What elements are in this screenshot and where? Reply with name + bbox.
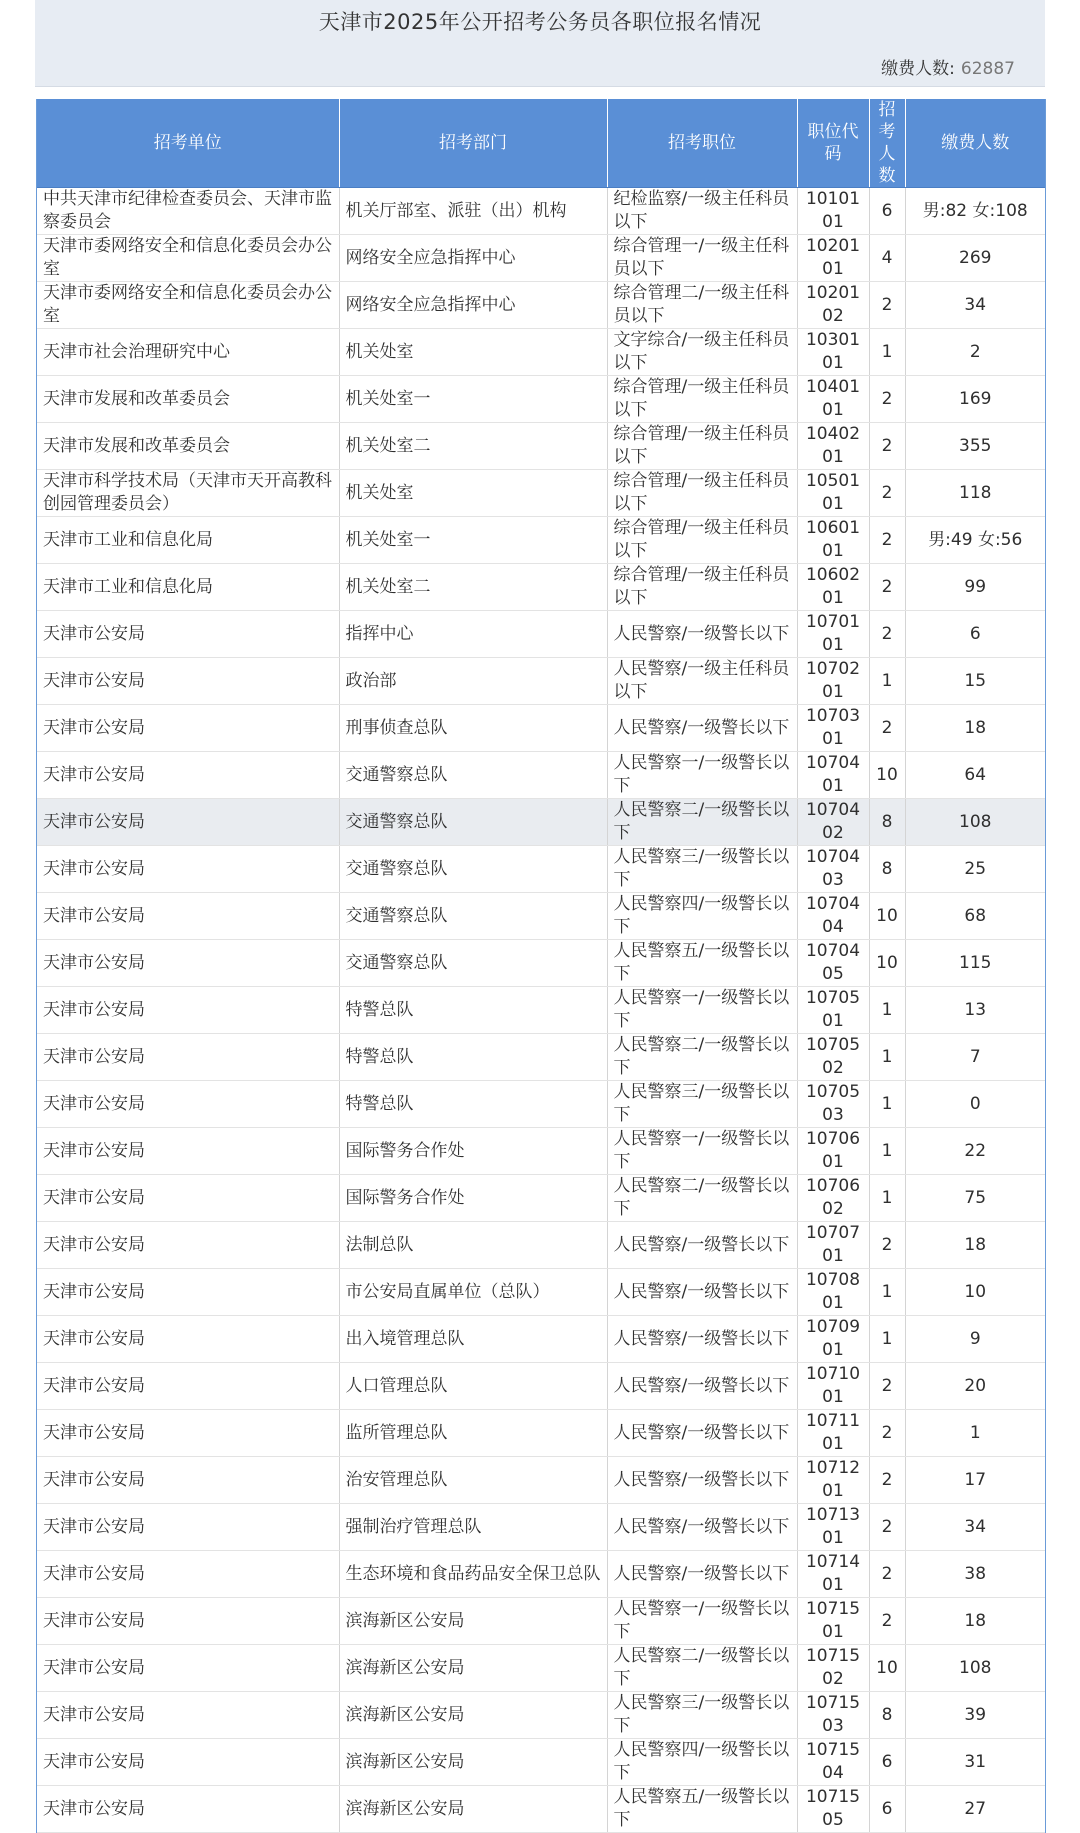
cell-unit: 天津市委网络安全和信息化委员会办公室 <box>37 235 339 282</box>
table-row <box>37 470 1045 517</box>
cell-fee: 15 <box>905 658 1045 705</box>
fee-summary-label: 缴费人数: <box>881 59 955 79</box>
cell-fee: 22 <box>905 1128 1045 1175</box>
cell-quota: 1 <box>869 1175 905 1222</box>
cell-position: 纪检监察/一级主任科员以下 <box>607 188 797 235</box>
cell-code: 1020102 <box>797 282 869 329</box>
table-row <box>37 1551 1045 1598</box>
cell-quota: 1 <box>869 1034 905 1081</box>
cell-code: 1070402 <box>797 799 869 846</box>
cell-unit: 天津市科学技术局（天津市天开高教科创园管理委员会） <box>37 470 339 517</box>
cell-unit: 天津市公安局 <box>37 1786 339 1833</box>
cell-code: 1071401 <box>797 1551 869 1598</box>
cell-fee: 31 <box>905 1739 1045 1786</box>
cell-code: 1071502 <box>797 1645 869 1692</box>
cell-dept: 网络安全应急指挥中心 <box>339 235 607 282</box>
cell-position: 人民警察/一级警长以下 <box>607 1316 797 1363</box>
table-row <box>37 517 1045 564</box>
cell-fee: 108 <box>905 1645 1045 1692</box>
cell-position: 人民警察二/一级警长以下 <box>607 1175 797 1222</box>
cell-quota: 10 <box>869 1645 905 1692</box>
table-row <box>37 705 1045 752</box>
cell-unit: 天津市公安局 <box>37 611 339 658</box>
cell-quota: 2 <box>869 564 905 611</box>
cell-unit: 天津市社会治理研究中心 <box>37 329 339 376</box>
cell-position: 综合管理/一级主任科员以下 <box>607 423 797 470</box>
cell-quota: 2 <box>869 611 905 658</box>
cell-position: 人民警察三/一级警长以下 <box>607 846 797 893</box>
page-title: 天津市2025年公开招考公务员各职位报名情况 <box>318 10 762 34</box>
cell-position: 人民警察/一级警长以下 <box>607 1457 797 1504</box>
cell-quota: 2 <box>869 1598 905 1645</box>
cell-dept: 法制总队 <box>339 1222 607 1269</box>
cell-fee: 25 <box>905 846 1045 893</box>
cell-fee: 39 <box>905 1692 1045 1739</box>
cell-dept: 滨海新区公安局 <box>339 1645 607 1692</box>
cell-quota: 2 <box>869 517 905 564</box>
cell-position: 人民警察/一级警长以下 <box>607 1504 797 1551</box>
cell-position: 人民警察/一级警长以下 <box>607 1551 797 1598</box>
cell-dept: 指挥中心 <box>339 611 607 658</box>
table-row <box>37 940 1045 987</box>
cell-unit: 天津市公安局 <box>37 1598 339 1645</box>
cell-unit: 天津市公安局 <box>37 1034 339 1081</box>
cell-dept: 机关处室一 <box>339 517 607 564</box>
cell-fee: 34 <box>905 282 1045 329</box>
cell-fee: 75 <box>905 1175 1045 1222</box>
table-body <box>37 188 1045 1833</box>
table-row <box>37 1739 1045 1786</box>
cell-fee: 13 <box>905 987 1045 1034</box>
cell-dept: 治安管理总队 <box>339 1457 607 1504</box>
cell-dept: 机关处室二 <box>339 564 607 611</box>
cell-unit: 天津市公安局 <box>37 1175 339 1222</box>
cell-fee: 34 <box>905 1504 1045 1551</box>
table-row <box>37 1504 1045 1551</box>
table-row <box>37 752 1045 799</box>
cell-quota: 10 <box>869 940 905 987</box>
cell-dept: 交通警察总队 <box>339 752 607 799</box>
cell-fee: 27 <box>905 1786 1045 1833</box>
cell-code: 1070101 <box>797 611 869 658</box>
cell-dept: 交通警察总队 <box>339 846 607 893</box>
cell-dept: 交通警察总队 <box>339 940 607 987</box>
cell-quota: 2 <box>869 423 905 470</box>
cell-dept: 网络安全应急指挥中心 <box>339 282 607 329</box>
cell-code: 1050101 <box>797 470 869 517</box>
cell-fee: 1 <box>905 1410 1045 1457</box>
table-row <box>37 611 1045 658</box>
cell-position: 人民警察/一级警长以下 <box>607 1410 797 1457</box>
table-row <box>37 1175 1045 1222</box>
cell-dept: 交通警察总队 <box>339 893 607 940</box>
cell-quota: 6 <box>869 188 905 235</box>
table-row <box>37 1410 1045 1457</box>
table-row <box>37 1598 1045 1645</box>
cell-position: 人民警察一/一级警长以下 <box>607 752 797 799</box>
cell-code: 1071504 <box>797 1739 869 1786</box>
cell-fee: 0 <box>905 1081 1045 1128</box>
cell-position: 人民警察/一级警长以下 <box>607 1269 797 1316</box>
cell-code: 1040101 <box>797 376 869 423</box>
table-row <box>37 1692 1045 1739</box>
cell-position: 人民警察/一级主任科员以下 <box>607 658 797 705</box>
cell-dept: 机关处室 <box>339 470 607 517</box>
cell-code: 1070401 <box>797 752 869 799</box>
table-row <box>37 188 1045 235</box>
cell-quota: 2 <box>869 1551 905 1598</box>
table-row <box>37 893 1045 940</box>
cell-unit: 天津市工业和信息化局 <box>37 517 339 564</box>
cell-quota: 2 <box>869 1222 905 1269</box>
fee-summary-value: 62887 <box>960 59 1015 79</box>
cell-position: 人民警察一/一级警长以下 <box>607 1598 797 1645</box>
cell-quota: 6 <box>869 1786 905 1833</box>
cell-unit: 天津市公安局 <box>37 1222 339 1269</box>
table-row <box>37 846 1045 893</box>
header-unit: 招考单位 <box>37 99 339 188</box>
cell-dept: 监所管理总队 <box>339 1410 607 1457</box>
cell-unit: 天津市公安局 <box>37 1551 339 1598</box>
cell-code: 1071101 <box>797 1410 869 1457</box>
cell-fee: 64 <box>905 752 1045 799</box>
cell-code: 1071505 <box>797 1786 869 1833</box>
cell-quota: 2 <box>869 1410 905 1457</box>
cell-fee: 108 <box>905 799 1045 846</box>
cell-code: 1070901 <box>797 1316 869 1363</box>
cell-code: 1070602 <box>797 1175 869 1222</box>
cell-unit: 天津市发展和改革委员会 <box>37 376 339 423</box>
cell-code: 1070701 <box>797 1222 869 1269</box>
cell-fee: 18 <box>905 1598 1045 1645</box>
fee-summary <box>881 54 1015 79</box>
cell-dept: 机关处室二 <box>339 423 607 470</box>
cell-position: 综合管理/一级主任科员以下 <box>607 564 797 611</box>
cell-unit: 天津市公安局 <box>37 1739 339 1786</box>
cell-code: 1070503 <box>797 1081 869 1128</box>
table-row <box>37 1316 1045 1363</box>
header-quota: 招考人数 <box>869 99 905 188</box>
cell-position: 人民警察二/一级警长以下 <box>607 1645 797 1692</box>
cell-dept: 滨海新区公安局 <box>339 1739 607 1786</box>
cell-code: 1070403 <box>797 846 869 893</box>
cell-unit: 中共天津市纪律检查委员会、天津市监察委员会 <box>37 188 339 235</box>
cell-unit: 天津市公安局 <box>37 893 339 940</box>
cell-fee: 2 <box>905 329 1045 376</box>
cell-quota: 1 <box>869 1269 905 1316</box>
cell-code: 1071201 <box>797 1457 869 1504</box>
cell-code: 1070601 <box>797 1128 869 1175</box>
cell-fee: 99 <box>905 564 1045 611</box>
cell-position: 综合管理/一级主任科员以下 <box>607 470 797 517</box>
header-fee: 缴费人数 <box>905 99 1045 188</box>
cell-dept: 机关处室 <box>339 329 607 376</box>
header-code: 职位代码 <box>797 99 869 188</box>
table-row <box>37 1645 1045 1692</box>
cell-dept: 强制治疗管理总队 <box>339 1504 607 1551</box>
cell-code: 1071301 <box>797 1504 869 1551</box>
cell-code: 1060101 <box>797 517 869 564</box>
cell-code: 1071503 <box>797 1692 869 1739</box>
cell-position: 人民警察/一级警长以下 <box>607 705 797 752</box>
cell-dept: 机关厅部室、派驻（出）机构 <box>339 188 607 235</box>
cell-dept: 国际警务合作处 <box>339 1175 607 1222</box>
cell-code: 1071501 <box>797 1598 869 1645</box>
cell-unit: 天津市公安局 <box>37 1363 339 1410</box>
cell-dept: 国际警务合作处 <box>339 1128 607 1175</box>
cell-dept: 特警总队 <box>339 987 607 1034</box>
cell-quota: 4 <box>869 235 905 282</box>
cell-code: 1070405 <box>797 940 869 987</box>
table-row <box>37 423 1045 470</box>
cell-quota: 8 <box>869 846 905 893</box>
cell-position: 文字综合/一级主任科员以下 <box>607 329 797 376</box>
cell-position: 人民警察五/一级警长以下 <box>607 1786 797 1833</box>
cell-unit: 天津市公安局 <box>37 1645 339 1692</box>
cell-code: 1070201 <box>797 658 869 705</box>
cell-code: 1060201 <box>797 564 869 611</box>
cell-dept: 出入境管理总队 <box>339 1316 607 1363</box>
table-row <box>37 376 1045 423</box>
cell-dept: 市公安局直属单位（总队） <box>339 1269 607 1316</box>
cell-unit: 天津市公安局 <box>37 1692 339 1739</box>
cell-unit: 天津市公安局 <box>37 705 339 752</box>
cell-fee: 9 <box>905 1316 1045 1363</box>
cell-position: 人民警察三/一级警长以下 <box>607 1081 797 1128</box>
cell-quota: 1 <box>869 1081 905 1128</box>
table-row <box>37 1269 1045 1316</box>
table-row <box>37 329 1045 376</box>
table-row <box>37 1222 1045 1269</box>
cell-quota: 1 <box>869 658 905 705</box>
cell-unit: 天津市公安局 <box>37 1504 339 1551</box>
cell-code: 1030101 <box>797 329 869 376</box>
cell-quota: 1 <box>869 329 905 376</box>
cell-fee: 6 <box>905 611 1045 658</box>
cell-unit: 天津市发展和改革委员会 <box>37 423 339 470</box>
cell-unit: 天津市公安局 <box>37 987 339 1034</box>
cell-position: 人民警察三/一级警长以下 <box>607 1692 797 1739</box>
cell-fee: 18 <box>905 1222 1045 1269</box>
cell-code: 1070404 <box>797 893 869 940</box>
cell-dept: 交通警察总队 <box>339 799 607 846</box>
table-row <box>37 1457 1045 1504</box>
cell-quota: 1 <box>869 1128 905 1175</box>
header-position: 招考职位 <box>607 99 797 188</box>
cell-unit: 天津市工业和信息化局 <box>37 564 339 611</box>
table-row <box>37 1128 1045 1175</box>
cell-fee: 18 <box>905 705 1045 752</box>
cell-fee: 355 <box>905 423 1045 470</box>
cell-quota: 2 <box>869 470 905 517</box>
cell-fee: 118 <box>905 470 1045 517</box>
table-row <box>37 564 1045 611</box>
cell-code: 1020101 <box>797 235 869 282</box>
cell-fee: 169 <box>905 376 1045 423</box>
cell-quota: 2 <box>869 705 905 752</box>
cell-unit: 天津市公安局 <box>37 1410 339 1457</box>
cell-position: 综合管理二/一级主任科员以下 <box>607 282 797 329</box>
cell-dept: 刑事侦查总队 <box>339 705 607 752</box>
table-row <box>37 987 1045 1034</box>
cell-quota: 10 <box>869 752 905 799</box>
cell-quota: 6 <box>869 1739 905 1786</box>
cell-code: 1010101 <box>797 188 869 235</box>
cell-fee: 男:82 女:108 <box>905 188 1045 235</box>
cell-quota: 2 <box>869 376 905 423</box>
cell-quota: 2 <box>869 1457 905 1504</box>
cell-quota: 1 <box>869 1316 905 1363</box>
cell-position: 人民警察四/一级警长以下 <box>607 1739 797 1786</box>
cell-code: 1070502 <box>797 1034 869 1081</box>
cell-quota: 8 <box>869 799 905 846</box>
cell-unit: 天津市公安局 <box>37 799 339 846</box>
table-row <box>37 1363 1045 1410</box>
cell-fee: 269 <box>905 235 1045 282</box>
table-row <box>37 799 1045 846</box>
cell-quota: 10 <box>869 893 905 940</box>
cell-dept: 滨海新区公安局 <box>339 1786 607 1833</box>
table-row <box>37 1034 1045 1081</box>
cell-position: 人民警察/一级警长以下 <box>607 1363 797 1410</box>
cell-dept: 机关处室一 <box>339 376 607 423</box>
header-dept: 招考部门 <box>339 99 607 188</box>
cell-unit: 天津市公安局 <box>37 1457 339 1504</box>
cell-code: 1071001 <box>797 1363 869 1410</box>
cell-dept: 政治部 <box>339 658 607 705</box>
cell-fee: 115 <box>905 940 1045 987</box>
cell-unit: 天津市公安局 <box>37 1316 339 1363</box>
cell-position: 人民警察/一级警长以下 <box>607 1222 797 1269</box>
cell-position: 综合管理/一级主任科员以下 <box>607 517 797 564</box>
cell-position: 人民警察五/一级警长以下 <box>607 940 797 987</box>
cell-position: 人民警察四/一级警长以下 <box>607 893 797 940</box>
cell-quota: 2 <box>869 1504 905 1551</box>
cell-unit: 天津市公安局 <box>37 1128 339 1175</box>
cell-position: 综合管理/一级主任科员以下 <box>607 376 797 423</box>
table-row <box>37 1081 1045 1128</box>
cell-unit: 天津市委网络安全和信息化委员会办公室 <box>37 282 339 329</box>
registration-table-container <box>36 99 1046 1833</box>
cell-fee: 20 <box>905 1363 1045 1410</box>
cell-code: 1070801 <box>797 1269 869 1316</box>
cell-unit: 天津市公安局 <box>37 658 339 705</box>
cell-quota: 8 <box>869 1692 905 1739</box>
cell-quota: 2 <box>869 282 905 329</box>
cell-unit: 天津市公安局 <box>37 940 339 987</box>
cell-position: 人民警察一/一级警长以下 <box>607 987 797 1034</box>
cell-position: 人民警察/一级警长以下 <box>607 611 797 658</box>
cell-code: 1070301 <box>797 705 869 752</box>
cell-fee: 17 <box>905 1457 1045 1504</box>
cell-position: 人民警察二/一级警长以下 <box>607 1034 797 1081</box>
cell-position: 人民警察一/一级警长以下 <box>607 1128 797 1175</box>
cell-dept: 特警总队 <box>339 1081 607 1128</box>
cell-dept: 特警总队 <box>339 1034 607 1081</box>
cell-quota: 2 <box>869 1363 905 1410</box>
header-panel <box>35 0 1045 87</box>
table-header-row <box>37 99 1045 188</box>
table-row <box>37 282 1045 329</box>
cell-unit: 天津市公安局 <box>37 1269 339 1316</box>
cell-dept: 滨海新区公安局 <box>339 1692 607 1739</box>
table-row <box>37 658 1045 705</box>
cell-fee: 10 <box>905 1269 1045 1316</box>
cell-position: 综合管理一/一级主任科员以下 <box>607 235 797 282</box>
table-row <box>37 235 1045 282</box>
cell-dept: 滨海新区公安局 <box>339 1598 607 1645</box>
cell-quota: 1 <box>869 987 905 1034</box>
cell-unit: 天津市公安局 <box>37 846 339 893</box>
registration-table <box>37 99 1045 1833</box>
cell-fee: 68 <box>905 893 1045 940</box>
cell-code: 1040201 <box>797 423 869 470</box>
cell-unit: 天津市公安局 <box>37 752 339 799</box>
cell-dept: 人口管理总队 <box>339 1363 607 1410</box>
cell-dept: 生态环境和食品药品安全保卫总队 <box>339 1551 607 1598</box>
cell-code: 1070501 <box>797 987 869 1034</box>
table-row <box>37 1786 1045 1833</box>
cell-position: 人民警察二/一级警长以下 <box>607 799 797 846</box>
cell-fee: 男:49 女:56 <box>905 517 1045 564</box>
cell-fee: 7 <box>905 1034 1045 1081</box>
cell-fee: 38 <box>905 1551 1045 1598</box>
cell-unit: 天津市公安局 <box>37 1081 339 1128</box>
